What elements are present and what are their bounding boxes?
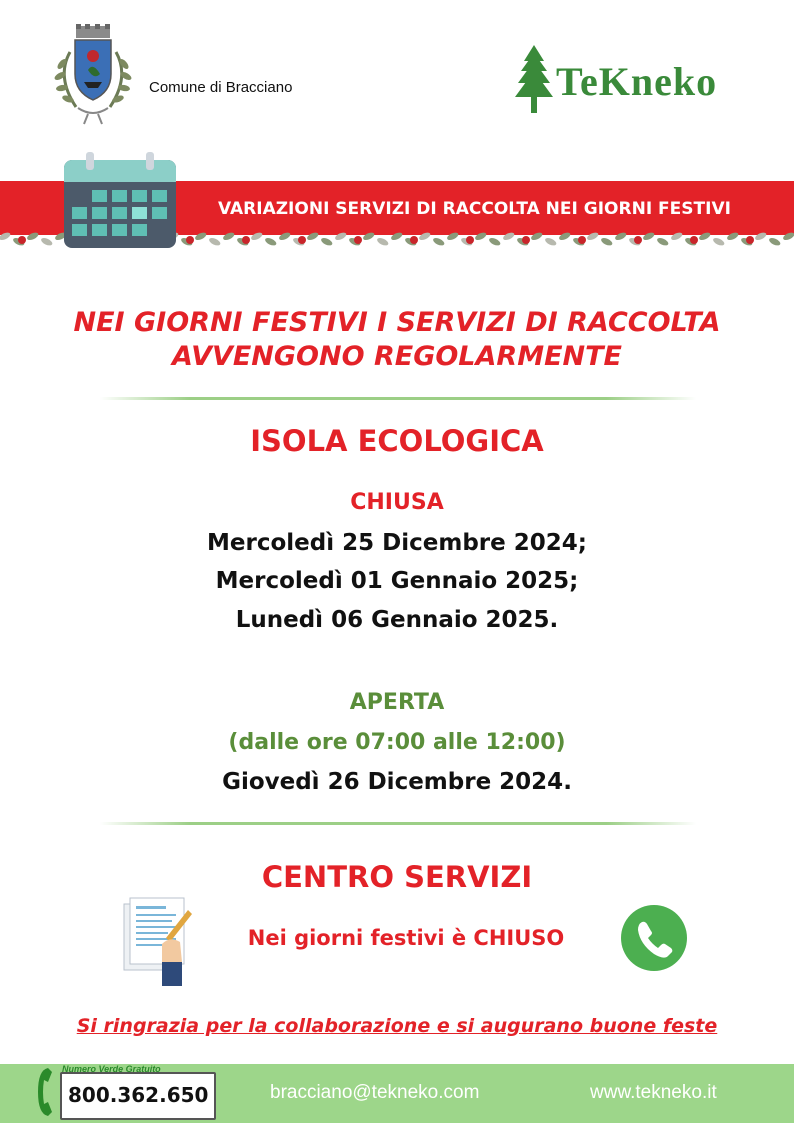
brand-logo: TeKneko	[556, 59, 718, 104]
email-link[interactable]: bracciano@tekneko.com	[270, 1082, 480, 1103]
divider-bottom	[100, 822, 696, 825]
calendar-icon	[62, 150, 178, 250]
isola-title: ISOLA ECOLOGICA	[250, 424, 544, 458]
closed-date-1: Mercoledì 25 Dicembre 2024;	[207, 530, 587, 556]
thanks-message: Si ringrazia per la collaborazione e si augurano buone feste	[76, 1015, 718, 1037]
coat-of-arms-icon	[48, 22, 138, 128]
divider-top	[100, 397, 696, 400]
closed-label: CHIUSA	[350, 490, 444, 515]
toll-free-number[interactable]: 800.362.650	[68, 1083, 209, 1107]
open-date: Giovedì 26 Dicembre 2024.	[222, 769, 572, 795]
headline-line-1: NEI GIORNI FESTIVI I SERVIZI DI RACCOLTA	[73, 307, 721, 338]
municipality-name: Comune di Bracciano	[149, 79, 293, 96]
closed-date-3: Lunedì 06 Gennaio 2025.	[235, 607, 559, 633]
open-label: APERTA	[349, 690, 445, 715]
toll-free-label: Numero Verde Gratuito	[62, 1064, 161, 1074]
headline-line-2: AVVENGONO REGOLARMENTE	[172, 341, 622, 372]
closed-date-2: Mercoledì 01 Gennaio 2025;	[215, 568, 579, 594]
website-link[interactable]: www.tekneko.it	[590, 1082, 717, 1103]
open-hours: (dalle ore 07:00 alle 12:00)	[228, 730, 566, 755]
centro-title: CENTRO SERVIZI	[261, 860, 533, 894]
centro-notice: Nei giorni festivi è CHIUSO	[247, 926, 565, 950]
phone-icon[interactable]	[620, 904, 688, 972]
banner-title: VARIAZIONI SERVIZI DI RACCOLTA NEI GIORNI FESTIVI	[218, 199, 731, 219]
phone-handset-icon	[34, 1066, 56, 1118]
pine-tree-icon	[514, 45, 554, 115]
